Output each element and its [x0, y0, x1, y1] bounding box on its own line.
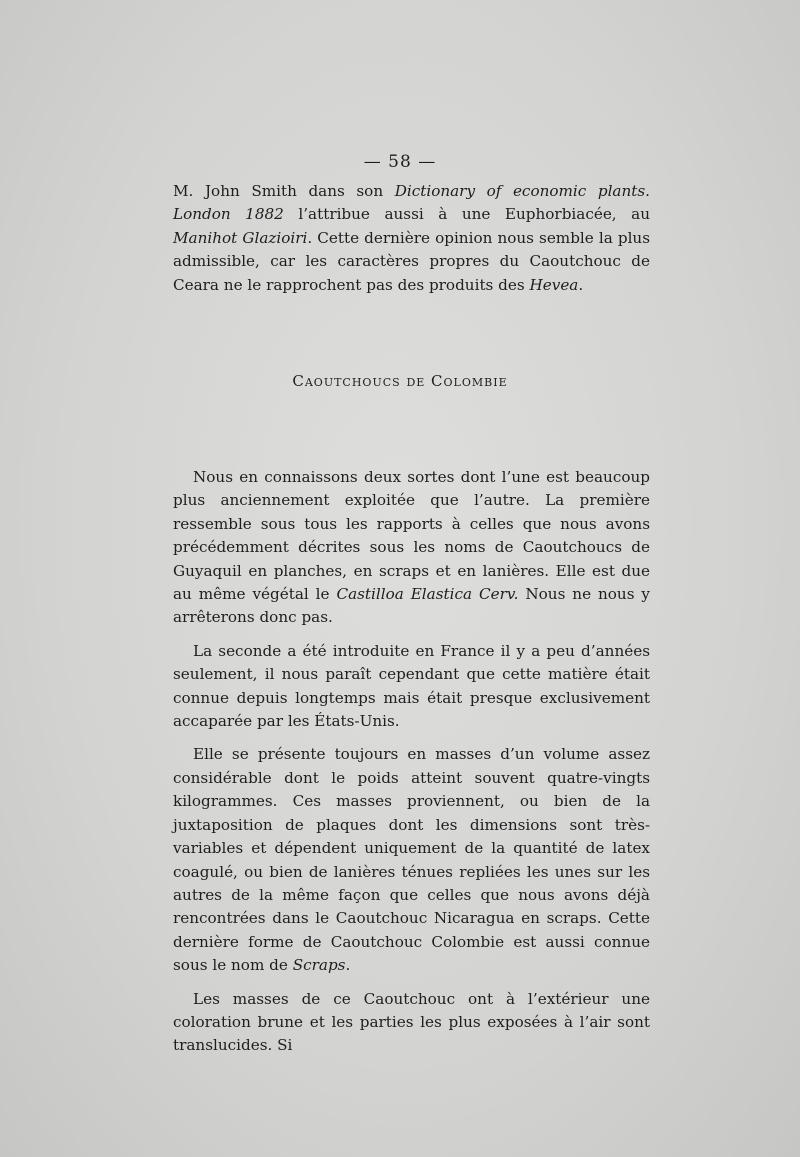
- page-number: — 58 —: [363, 152, 437, 172]
- text-block-top: [173, 180, 650, 307]
- para1-italic-1: Dictionary of economic plants. London 1882: [173, 182, 650, 224]
- para1-italic-3: Hevea: [529, 275, 579, 294]
- para2-text-1: Nous en connaissons deux sortes dont l’une est beaucoup plus anciennement exploitée que l’autre. La première ressemble sous tous les rapports à celles que nous avons précédemment décrites sous les noms de Caoutchoucs de Guyaquil en planches, en scraps et en lanières. Elle est due au même végétal le: [173, 468, 650, 604]
- para1-text-4: .: [578, 275, 584, 294]
- paragraph-5: Les masses de ce Caoutchouc ont à l’extérieur une coloration brune et les parties les plus exposées à l’air sont translucides. Si: [173, 989, 650, 1055]
- para4-italic-1: Scraps: [292, 956, 346, 975]
- para4-text-1: Elle se présente toujours en masses d’un volume assez considérable dont le poids atteint souvent quatre-vingts kilogrammes. Ces masses proviennent, ou bien de la juxtaposition de plaques dont les dimensions sont très-variables et dépendent uniquement de la quantité de latex coagulé, ou bien de lanières ténues repliées les unes sur les autres de la même façon que celles que nous avons déjà rencontrées dans le Caoutchouc Nicaragua en scraps. Cette dernière forme de Caoutchouc Colombie est aussi connue sous le nom de: [173, 745, 650, 975]
- section-heading: Caoutchoucs de Colombie: [292, 372, 508, 390]
- para4-text-2: .: [345, 956, 351, 975]
- paragraph-4: [173, 743, 650, 977]
- para2-text-2: Nous ne nous y arrêterons donc pas.: [173, 585, 650, 627]
- para1-italic-2: Manihot Glazioiri: [173, 228, 308, 247]
- paragraph-1: [173, 180, 650, 297]
- paragraph-3: La seconde a été introduite en France il y a peu d’années seulement, il nous paraît cependant que cette matière était connue depuis longtemps mais était presque exclusivement accaparée par les États-Unis.: [173, 641, 650, 731]
- para2-italic-1: Castilloa Elastica Cerv.: [336, 585, 519, 604]
- para1-text-2: l’attribue aussi à une Euphorbiacée, au: [283, 205, 650, 224]
- para1-text-1: M. John Smith dans son: [173, 182, 395, 200]
- text-block-main: [173, 466, 650, 1068]
- paragraph-2: [173, 466, 650, 630]
- para1-text-3: . Cette dernière opinion nous semble la plus admissible, car les caractères propres du Caoutchouc de Ceara ne le rapprochent pas des produits des: [173, 228, 650, 294]
